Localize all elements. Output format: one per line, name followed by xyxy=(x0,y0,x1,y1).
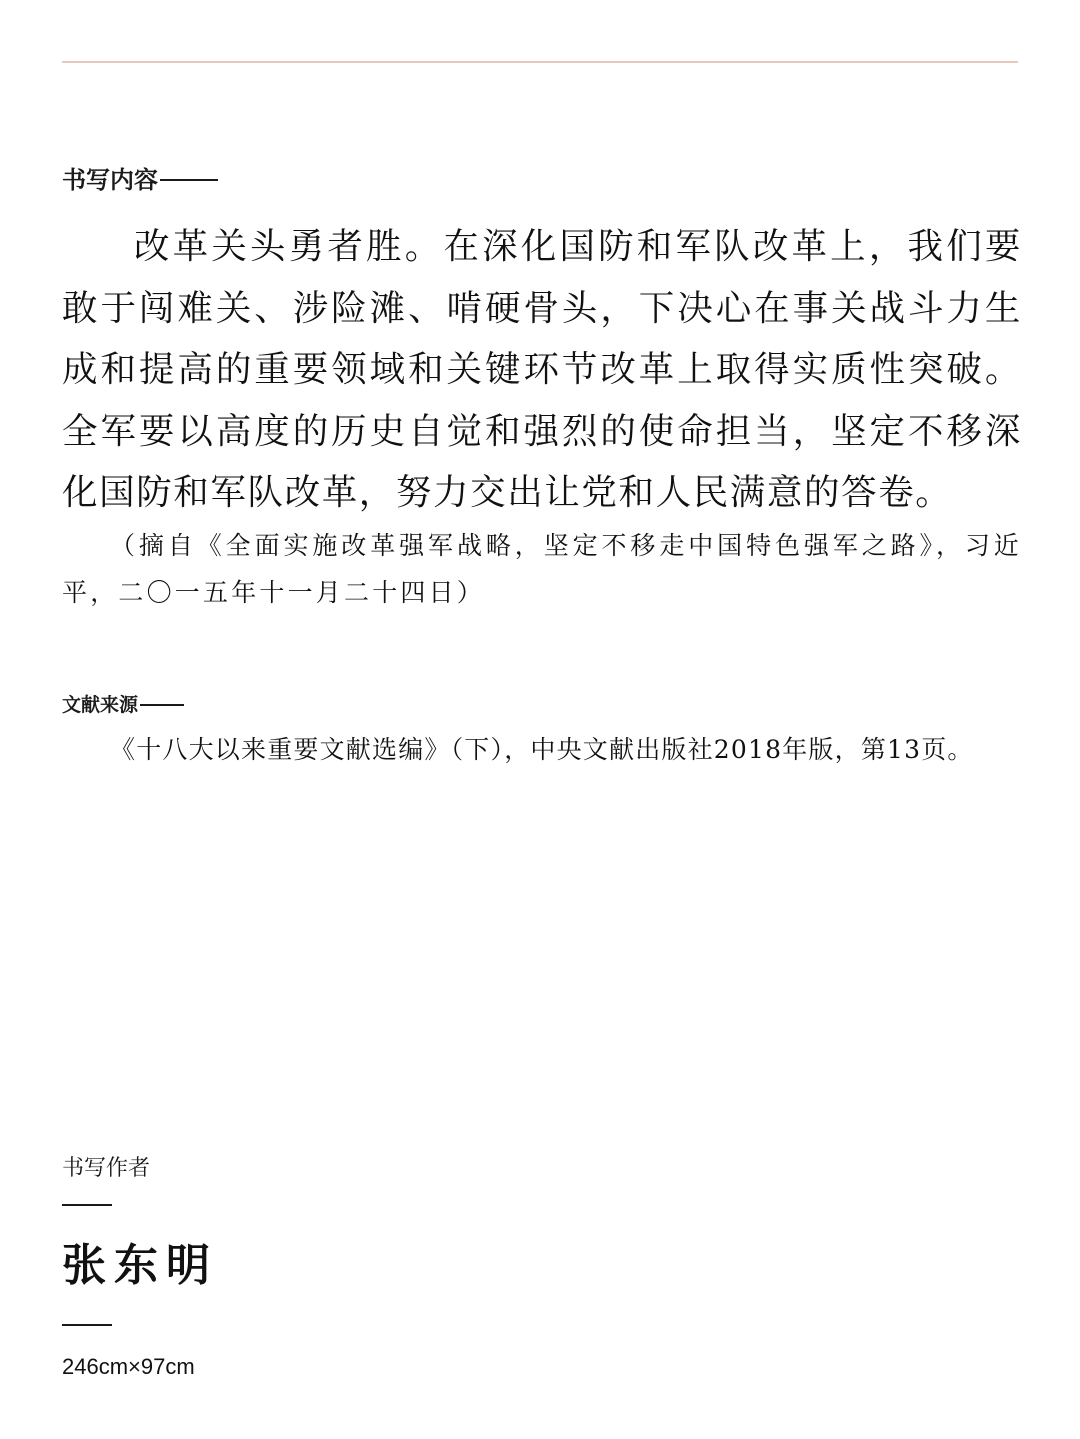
author-divider-bottom xyxy=(62,1324,112,1326)
source-section-heading xyxy=(62,692,184,718)
source-reference-text: 《十八大以来重要文献选编》（下），中央文献出版社2018年版，第13页。 xyxy=(110,735,974,764)
top-divider xyxy=(62,61,1018,63)
heading-dash xyxy=(160,179,218,181)
author-name: 张东明 xyxy=(62,1240,218,1291)
source-section-label: 文献来源 xyxy=(62,694,139,716)
author-divider-top xyxy=(62,1204,112,1206)
heading-dash xyxy=(140,704,184,706)
content-section-heading xyxy=(62,164,218,196)
citation-text: （摘自《全面实施改革强军战略，坚定不移走中国特色强军之路》，习近平，二〇一五年十一月二十四日） xyxy=(62,531,1022,607)
content-section-label: 书写内容 xyxy=(62,166,158,194)
calligraphy-content-text: 改革关头勇者胜。在深化国防和军队改革上，我们要敢于闯难关、涉险滩、啃硬骨头，下决心在事关战斗力生成和提高的重要领域和关键环节改革上取得实质性突破。全军要以高度的历史自觉和强烈的使命担当，坚定不移深化国防和军队改革，努力交出让党和人民满意的答卷。 xyxy=(62,226,1022,513)
artwork-dimensions: 246cm×97cm xyxy=(62,1354,195,1379)
author-section-label: 书写作者 xyxy=(62,1156,151,1181)
